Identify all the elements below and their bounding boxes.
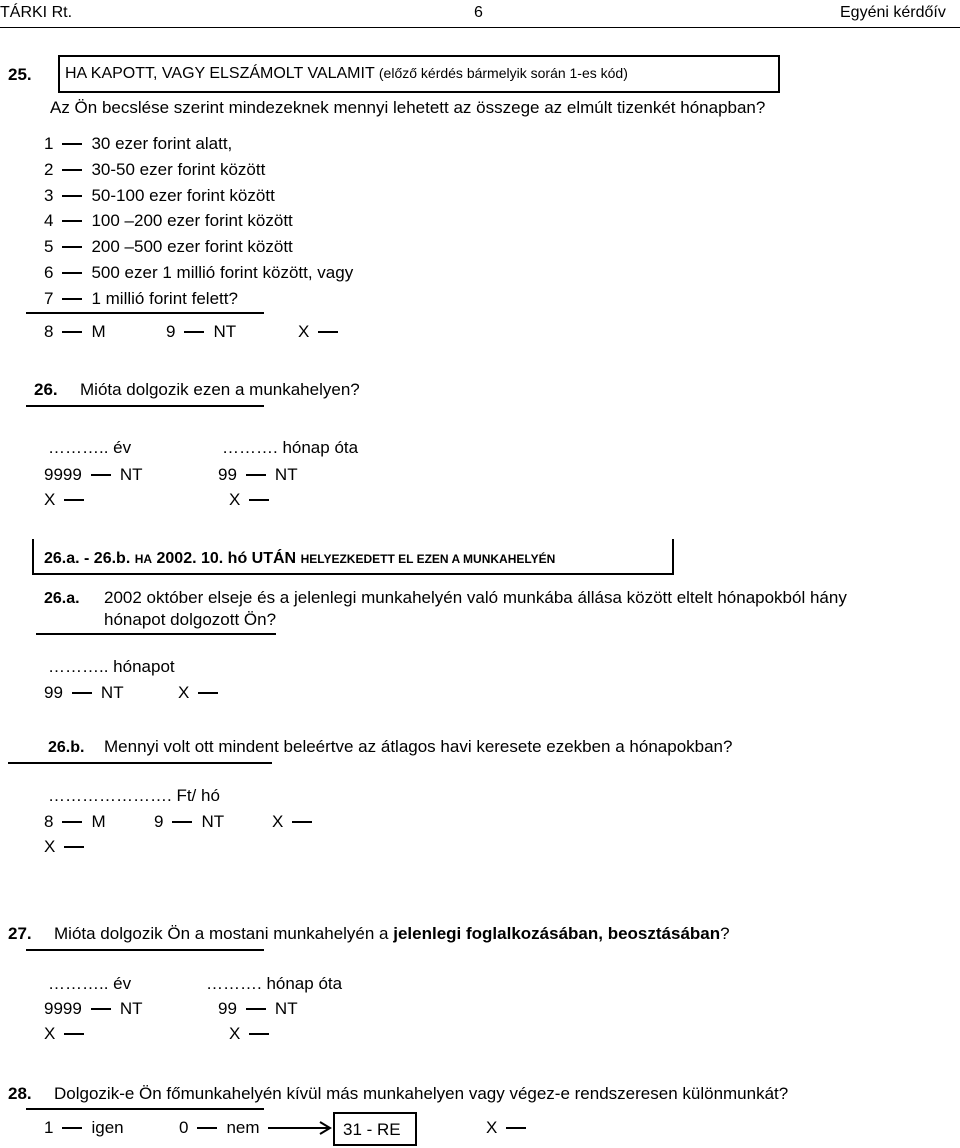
dash-line [292, 821, 312, 823]
q28-number: 28. [8, 1084, 32, 1103]
dash-line [64, 499, 84, 501]
q26-year-field[interactable]: ……….. év [48, 438, 132, 457]
q27-month-nt[interactable] [218, 999, 298, 1019]
q26-year-x[interactable] [44, 490, 93, 510]
q26b-number: 26.b. [48, 739, 85, 756]
option-code: 2 [44, 160, 54, 179]
q26b-separator [8, 762, 272, 764]
q26-year-nt[interactable] [44, 465, 143, 485]
option-label: M [91, 322, 106, 341]
q26b-question: Mennyi volt ott mindent beleértve az átlagos havi keresete ezekben a hónapokban? [104, 737, 733, 756]
q25-missing-x[interactable] [298, 322, 347, 342]
option-code: 0 [179, 1118, 189, 1137]
q26-question: Mióta dolgozik ezen a munkahelyen? [80, 380, 360, 399]
q27-text-a: Mióta dolgozik Ön a mostani munkahelyén a [54, 924, 394, 943]
dash-line [62, 298, 82, 300]
option-label: 500 ezer 1 millió forint között, vagy [91, 263, 354, 282]
q25-separator [26, 312, 264, 314]
q28-option-x[interactable] [486, 1118, 535, 1138]
q25-filter-text [65, 64, 628, 83]
filter26-part2: HA [134, 552, 153, 566]
option-label: 1 millió forint felett? [91, 289, 238, 308]
q27-year-nt[interactable] [44, 999, 143, 1019]
dash-line [197, 1127, 217, 1129]
option-code: 9999 [44, 999, 82, 1018]
option-code: X [298, 322, 310, 341]
option-label: 50-100 ezer forint között [91, 186, 275, 205]
q25-number: 25. [8, 65, 32, 84]
q26b-missing-nt[interactable] [154, 812, 224, 832]
option-code: 8 [44, 322, 54, 341]
option-code: 99 [44, 683, 63, 702]
option-code: X [178, 683, 190, 702]
q27-separator [26, 949, 264, 951]
q26-month-x[interactable] [229, 490, 278, 510]
dash-line [62, 143, 82, 145]
option-code: 3 [44, 186, 54, 205]
option-code: 5 [44, 237, 54, 256]
option-code: X [272, 812, 284, 831]
dash-line [318, 331, 338, 333]
q26-separator [26, 405, 264, 407]
dash-line [246, 1008, 266, 1010]
q27-text-b: jelenlegi foglalkozásában, beosztásában [393, 924, 721, 943]
q26-month-field[interactable]: ………. hónap óta [222, 438, 359, 457]
option-label: nem [226, 1118, 260, 1137]
dash-line [62, 272, 82, 274]
option-code: 1 [44, 134, 54, 153]
dash-line [64, 1033, 84, 1035]
option-label: NT [274, 999, 298, 1018]
option-code: 9999 [44, 465, 82, 484]
q26b-missing-x[interactable] [272, 812, 321, 832]
option-code: 99 [218, 465, 237, 484]
option-code: 99 [218, 999, 237, 1018]
q26-month-nt[interactable] [218, 465, 298, 485]
q27-month-field[interactable]: ………. hónap óta [206, 974, 343, 993]
option-label: 200 –500 ezer forint között [91, 237, 293, 256]
option-label: M [91, 812, 106, 831]
q25-filter-note: (előző kérdés bármelyik során 1-es kód) [378, 65, 628, 81]
q28-separator [26, 1108, 264, 1110]
dash-line [506, 1127, 526, 1129]
q26a-question-line1: 2002 október elseje és a jelenlegi munkahelyén való munkába állása között eltelt hónapokból hány [104, 588, 847, 607]
option-label: 100 –200 ezer forint között [91, 211, 293, 230]
option-code: 9 [154, 812, 164, 831]
dash-line [64, 846, 84, 848]
header-rule [0, 27, 960, 28]
option-label: NT [201, 812, 225, 831]
option-code: X [229, 490, 241, 509]
option-label: NT [213, 322, 237, 341]
dash-line [62, 1127, 82, 1129]
option-code: 1 [44, 1118, 54, 1137]
q26a-nt[interactable] [44, 683, 124, 703]
option-code: 7 [44, 289, 54, 308]
option-code: 8 [44, 812, 54, 831]
header-left: TÁRKI Rt. [0, 4, 73, 21]
option-label: NT [100, 683, 124, 702]
header-right: Egyéni kérdőív [840, 4, 946, 21]
q26a-question-line2: hónapot dolgozott Ön? [104, 610, 277, 629]
q25-option[interactable] [44, 160, 265, 180]
q25-option[interactable] [44, 289, 238, 309]
filter26-part4: HELYEZKEDETT EL EZEN A MUNKAHELYÉN [300, 552, 556, 566]
dash-line [172, 821, 192, 823]
option-label: 30-50 ezer forint között [91, 160, 266, 179]
q26a-field[interactable]: ……….. hónapot [48, 657, 175, 676]
dash-line [91, 1008, 111, 1010]
dash-line [62, 821, 82, 823]
option-code: X [44, 490, 56, 509]
q28-option-nem[interactable] [179, 1118, 260, 1138]
dash-line [184, 331, 204, 333]
q26b-field[interactable]: …………………. Ft/ hó [48, 786, 220, 805]
skip-arrow-icon [268, 1120, 334, 1136]
dash-line [62, 220, 82, 222]
dash-line [198, 692, 218, 694]
option-label: NT [119, 465, 143, 484]
q26a-separator [36, 633, 276, 635]
q25-filter-main: HA KAPOTT, VAGY ELSZÁMOLT VALAMIT [65, 65, 375, 82]
header-page-number: 6 [474, 4, 483, 21]
q27-year-field[interactable]: ……….. év [48, 974, 132, 993]
q26b-missing-m[interactable] [44, 812, 106, 832]
option-code: 6 [44, 263, 54, 282]
q25-question: Az Ön becslése szerint mindezeknek mennyi lehetett az összege az elmúlt tizenkét hónapban? [50, 98, 766, 117]
dash-line [249, 499, 269, 501]
filter26-part1: 26.a. - 26.b. [44, 550, 135, 567]
q28-skip-label: 31 - RE [343, 1120, 401, 1139]
q28-question: Dolgozik-e Ön főmunkahelyén kívül más munkahelyen vagy végez-e rendszeresen különmunkát? [54, 1084, 789, 1103]
option-code: X [486, 1118, 498, 1137]
q26b-missing-x2[interactable] [44, 837, 93, 857]
q27-question [54, 924, 730, 944]
q25-missing-m[interactable] [44, 322, 106, 342]
q27-month-x[interactable] [229, 1024, 278, 1044]
option-code: X [229, 1024, 241, 1043]
q27-number: 27. [8, 924, 32, 943]
dash-line [72, 692, 92, 694]
filter26-part3: 2002. 10. hó UTÁN [152, 550, 301, 567]
filter26-text [44, 549, 555, 569]
q26a-x[interactable] [178, 683, 227, 703]
dash-line [62, 195, 82, 197]
option-label: 30 ezer forint alatt, [91, 134, 233, 153]
dash-line [91, 474, 111, 476]
option-code: 4 [44, 211, 54, 230]
q25-option[interactable] [44, 134, 232, 154]
q25-option[interactable] [44, 237, 293, 257]
q28-option-igen[interactable] [44, 1118, 124, 1138]
option-code: 9 [166, 322, 176, 341]
q27-year-x[interactable] [44, 1024, 93, 1044]
q26-number: 26. [34, 380, 58, 399]
dash-line [246, 474, 266, 476]
dash-line [62, 169, 82, 171]
option-label: NT [119, 999, 143, 1018]
dash-line [249, 1033, 269, 1035]
q25-missing-nt[interactable] [166, 322, 236, 342]
q26a-number: 26.a. [44, 590, 80, 607]
option-label: igen [91, 1118, 124, 1137]
dash-line [62, 246, 82, 248]
q25-option[interactable] [44, 186, 275, 206]
option-code: X [44, 837, 56, 856]
q27-text-c: ? [720, 924, 730, 943]
q25-option[interactable] [44, 211, 293, 231]
dash-line [62, 331, 82, 333]
option-label: NT [274, 465, 298, 484]
option-code: X [44, 1024, 56, 1043]
q25-option[interactable] [44, 263, 353, 283]
